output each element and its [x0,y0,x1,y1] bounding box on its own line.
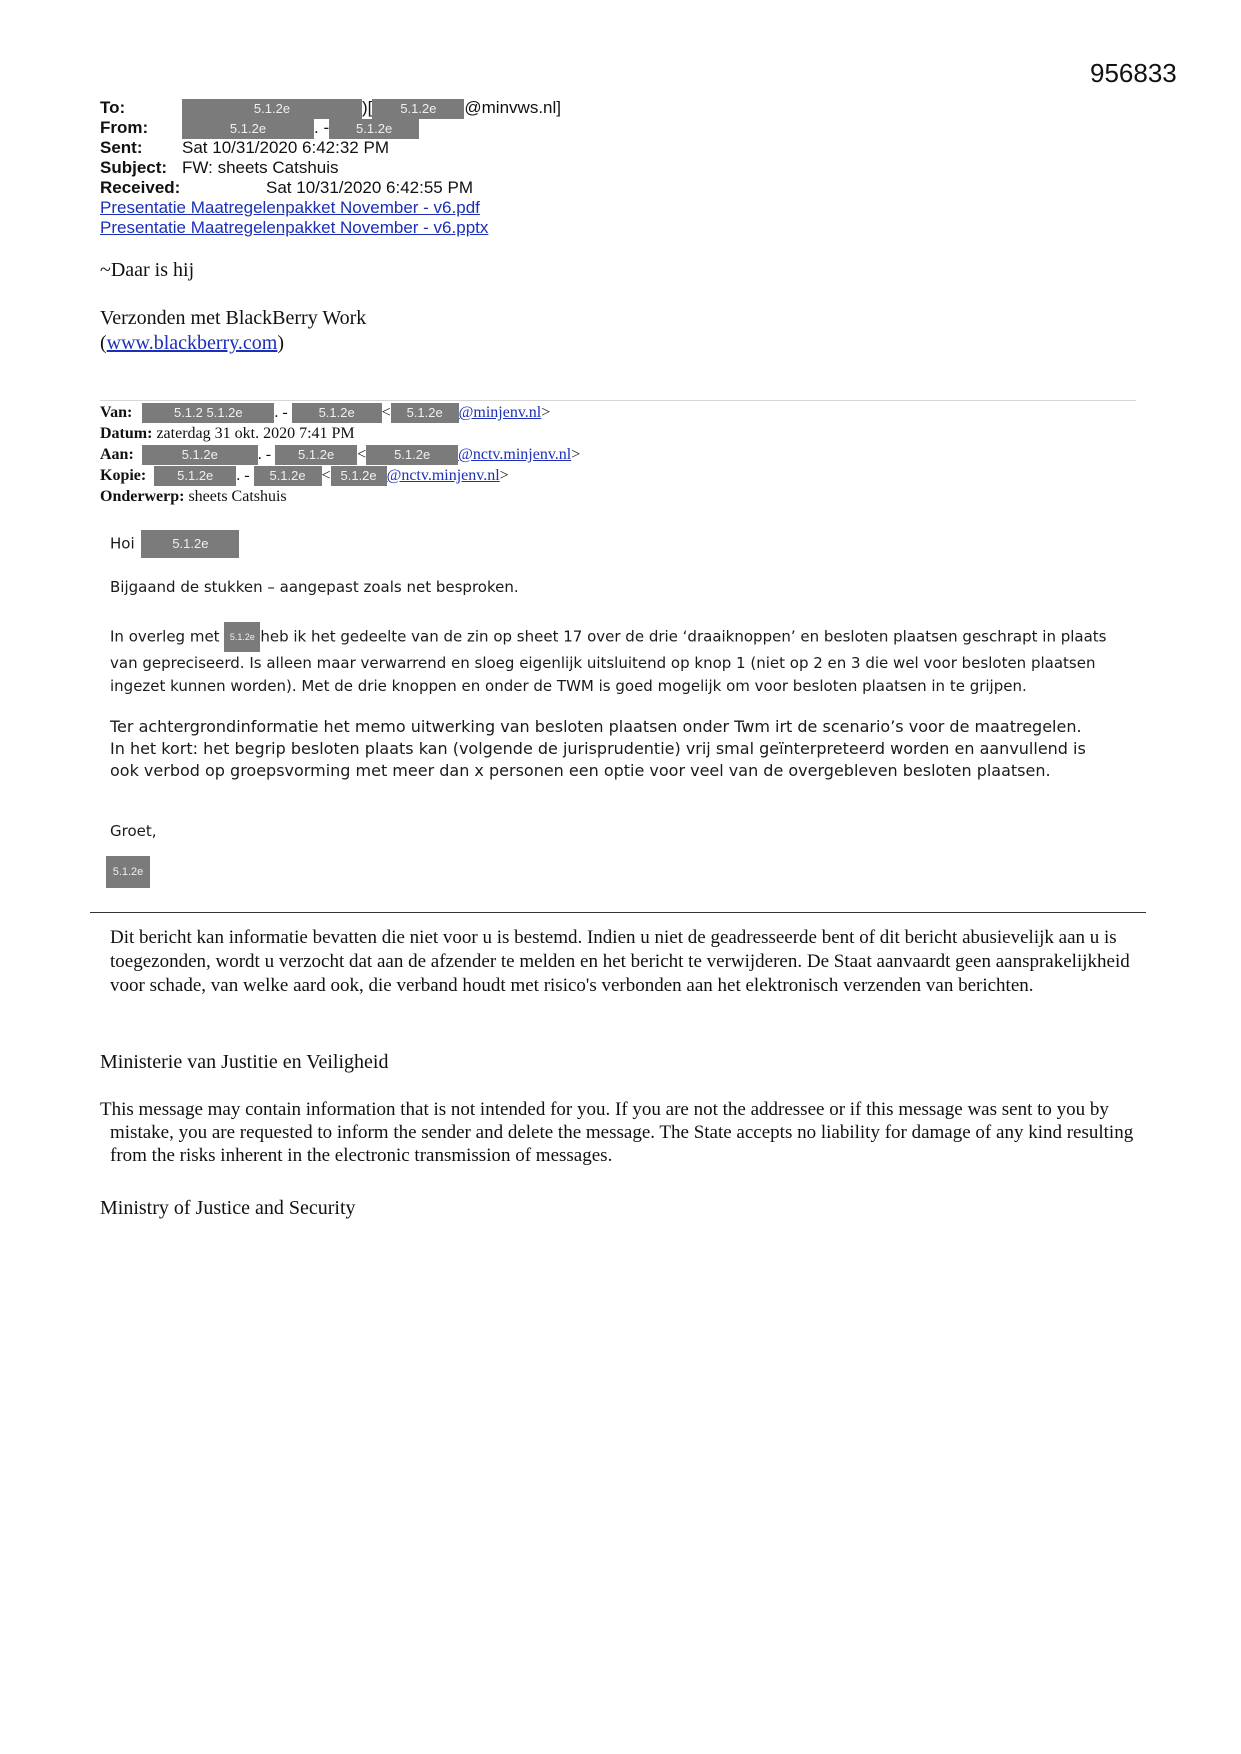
van-label: Van: [100,404,133,421]
sent-label: Sent: [100,138,143,157]
greeting: Hoi 5.1.2e [110,530,239,558]
signature [106,856,150,888]
datum-row [100,423,580,444]
redaction: 5.1.2e [275,445,357,465]
email-header [100,98,561,238]
redaction: 5.1.2e [331,466,387,486]
attachment-link-pptx[interactable]: Presentatie Maatregelenpakket November - v6.pptx [100,218,489,237]
redaction: 5.1.2e [142,445,258,465]
blackberry-signature [100,306,366,356]
redaction: 5.1.2 5.1.2e [142,403,274,423]
redaction: 5.1.2e [391,403,459,423]
signature-line: Verzonden met BlackBerry Work [100,307,367,329]
divider [100,400,1136,401]
disclaimer-en: This message may contain information that is not intended for you. If you are not the addressee or if this message was sent to you by mistake, you are requested to inform the sender and delete the message. The State accepts no liability for damage of any kind resulting from the risks inherent in the electronic transmission of messages. [100,1099,1134,1166]
paragraph-1: Bijgaand de stukken – aangepast zoals net besproken. [110,578,519,596]
received-label: Received: [100,178,181,197]
to-separator: )[ [362,98,373,117]
from-separator: . - [314,118,330,137]
kopie-row: Kopie: 5.1.2e . - 5.1.2e < 5.1.2e @nctv.minjenv.nl> [100,465,580,486]
received-row [100,178,488,198]
aan-row: Aan: 5.1.2e . - 5.1.2e < 5.1.2e @nctv.minjenv.nl> [100,444,580,465]
to-label: To: [100,98,126,117]
redaction: 5.1.2e [224,622,260,652]
attachment-link-pdf[interactable]: Presentatie Maatregelenpakket November - v6.pdf [100,198,480,217]
van-email[interactable]: @minjenv.nl [458,404,542,421]
aan-label: Aan: [100,446,134,463]
attachment-row [100,198,488,218]
reply-line: ~Daar is hij [100,259,195,281]
from-label: From: [100,118,149,137]
redaction: 5.1.2e [292,403,382,423]
subject-row [100,158,488,178]
blackberry-link[interactable]: www.blackberry.com [106,332,278,354]
redaction: 5.1.2e [366,445,458,465]
paragraph-2: In overleg met 5.1.2e heb ik het gedeelte van de zin op sheet 17 over de drie ‘draaiknoppen’ en besloten plaatsen geschrapt in plaats van gepreciseerd. Is alleen maar verwarrend en sloeg eigenlijk uitsluitend op knop 1 (niet op 2 en 3 die wel voor besloten plaatsen ingezet kunnen worden). Met de drie knoppen en onder de TWM is goed mogelijk om voor besloten plaatsen in te grijpen. [110,622,1130,698]
datum-value: zaterdag 31 okt. 2020 7:41 PM [152,425,355,442]
redaction: 5.1.2e [372,99,464,119]
document-number: 956833 [1090,58,1177,88]
van-row: Van: 5.1.2 5.1.2e . - 5.1.2e < 5.1.2e @minjenv.nl> [100,402,580,423]
redaction: 5.1.2e [106,856,150,888]
disclaimer-nl: Dit bericht kan informatie bevatten die niet voor u is bestemd. Indien u niet de geadresseerde bent of dit bericht abusievelijk aan u is toegezonden, wordt u verzocht dat aan de afzender te melden en het bericht te verwijderen. De Staat aanvaardt geen aansprakelijkheid voor schade, van welke aard ook, die verband houdt met risico's verbonden aan het elektronisch verzenden van berichten. [110,927,1130,996]
redaction: 5.1.2e [329,119,419,139]
sent-value: Sat 10/31/2020 6:42:32 PM [182,138,389,157]
ministry-en: Ministry of Justice and Security [100,1197,356,1219]
sent-row [100,138,488,158]
subject-value: FW: sheets Catshuis [182,158,339,177]
subject-label: Subject: [100,158,168,177]
onderwerp-row [100,486,580,507]
datum-label: Datum: [100,425,153,442]
from-row [100,118,488,138]
divider [90,912,1146,913]
to-row [100,98,561,118]
kopie-label: Kopie: [100,467,147,484]
kopie-email[interactable]: @nctv.minjenv.nl [386,467,500,484]
redaction: 5.1.2e [141,530,239,558]
to-domain: @minvws.nl] [464,98,561,117]
redaction: 5.1.2e [154,466,236,486]
redaction: 5.1.2e [182,119,314,139]
aan-email[interactable]: @nctv.minjenv.nl [458,446,572,463]
received-value: Sat 10/31/2020 6:42:55 PM [266,178,473,197]
forwarded-header [100,402,580,507]
onderwerp-value: sheets Catshuis [184,488,287,505]
redaction: 5.1.2e [182,99,362,119]
redaction: 5.1.2e [254,466,322,486]
onderwerp-label: Onderwerp: [100,488,185,505]
attachment-row [100,218,488,238]
paragraph-3: Ter achtergrondinformatie het memo uitwerking van besloten plaatsen onder Twm irt de scenario’s voor de maatregelen. In het kort: het begrip besloten plaats kan (volgende de jurisprudentie) vrij smal geïnterpreteerd worden en aanvullend is ook verbod op groepsvorming met meer dan x personen een optie voor veel van de overgebleven besloten plaatsen. [110,717,1086,780]
closing: Groet, [110,822,157,840]
ministry-nl: Ministerie van Justitie en Veiligheid [100,1051,389,1073]
signature-link-line: (www.blackberry.com) [100,332,285,354]
